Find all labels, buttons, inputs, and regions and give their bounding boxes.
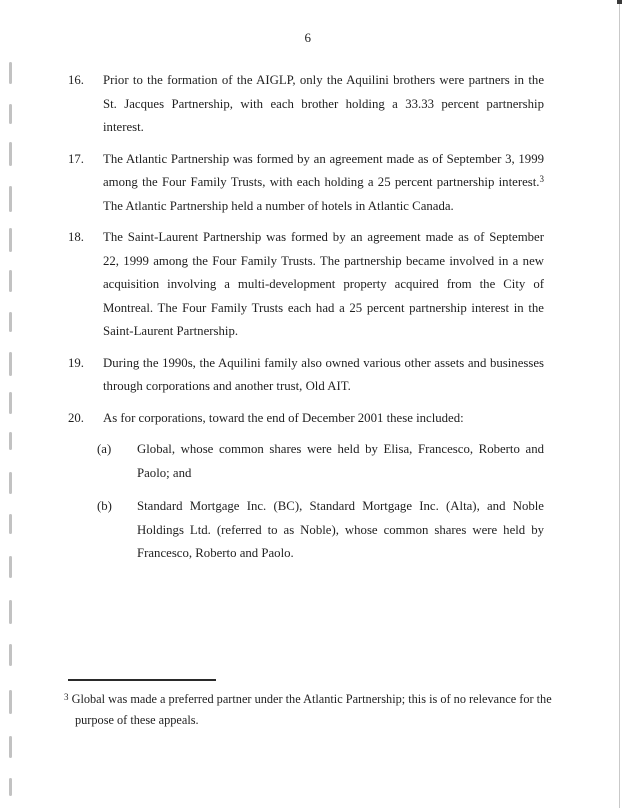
scan-artifact-mark [9,104,12,124]
scan-artifact-mark [9,228,12,252]
paragraph-text: During the 1990s, the Aquilini family also owned various other assets and businesses through corporations and another trust, Old AIT. [103,355,544,393]
paragraph-number: 16. [68,73,84,87]
footnote-section [64,679,550,730]
paragraph-19 [68,352,548,399]
scan-artifact-mark [9,142,12,166]
scan-artifact-mark [9,514,12,534]
document-body [68,69,548,576]
scan-artifact-mark [9,270,12,292]
paragraph-20 [68,407,548,431]
paragraph-number: 20. [68,410,84,425]
footnote-marker: 3 [64,692,69,702]
page-number: 6 [304,30,312,45]
subitem-text: Global, whose common shares were held by Elisa, Francesco, Roberto and Paolo; and [137,442,544,480]
paragraph-text-segment: The Atlantic Partnership was formed by an agreement made as of September 3, 1999 among the Four Family Trusts, with each holding a 25 percent partnership interest. [103,151,544,189]
paragraph-text: The Saint-Laurent Partnership was formed by an agreement made as of September 22, 1999 among the Four Family Trusts. The partnership became involved in a new acquisition involving a multi-development property acquired from the City of Montreal. The Four Family Trusts each had a 25 percent partnership interest in the Saint-Laurent Partnership. [103,230,544,338]
paragraph-text [103,148,544,219]
footnote-separator [68,679,216,681]
subitem-text: Standard Mortgage Inc. (BC), Standard Mortgage Inc. (Alta), and Noble Holdings Ltd. (referred to as Noble), whose common shares were held by Francesco, Roberto and Paolo. [137,499,544,560]
subitem-label: (a) [97,442,112,456]
scan-corner-mark [617,0,622,4]
subitem-label: (b) [97,499,112,513]
footnote-reference: 3 [539,174,544,184]
paragraph-text-segment: The Atlantic Partnership held a number of hotels in Atlantic Canada. [103,198,454,213]
scan-edge-line [619,0,620,808]
scan-artifact-mark [9,392,12,414]
scan-artifact-mark [9,736,12,758]
paragraph-17 [68,148,548,219]
subitem-b [97,495,548,566]
paragraph-18 [68,226,548,344]
subitem-a [97,438,548,485]
scan-artifact-mark [9,690,12,714]
footnote-text [64,689,553,730]
scan-artifact-mark [9,472,12,494]
scan-artifact-mark [9,186,12,212]
scan-artifact-mark [9,600,12,624]
footnote-body: Global was made a preferred partner under the Atlantic Partnership; this is of no relevance for the purpose of these appeals. [71,692,552,727]
paragraph-text: As for corporations, toward the end of December 2001 these included: [103,410,464,425]
scan-artifacts-left [0,0,20,808]
scan-artifact-mark [9,432,12,450]
paragraph-number: 18. [68,230,84,244]
scan-artifact-mark [9,644,12,666]
paragraph-16 [68,69,548,140]
scan-artifact-mark [9,312,12,332]
scan-artifact-mark [9,62,12,84]
scan-artifact-mark [9,352,12,376]
paragraph-number: 17. [68,151,84,166]
paragraph-number: 19. [68,355,84,370]
scan-artifact-mark [9,778,12,796]
scan-artifact-mark [9,556,12,578]
paragraph-text: Prior to the formation of the AIGLP, only the Aquilini brothers were partners in the St. Jacques Partnership, with each brother holding a 33.33 percent partnership interest. [103,73,544,134]
